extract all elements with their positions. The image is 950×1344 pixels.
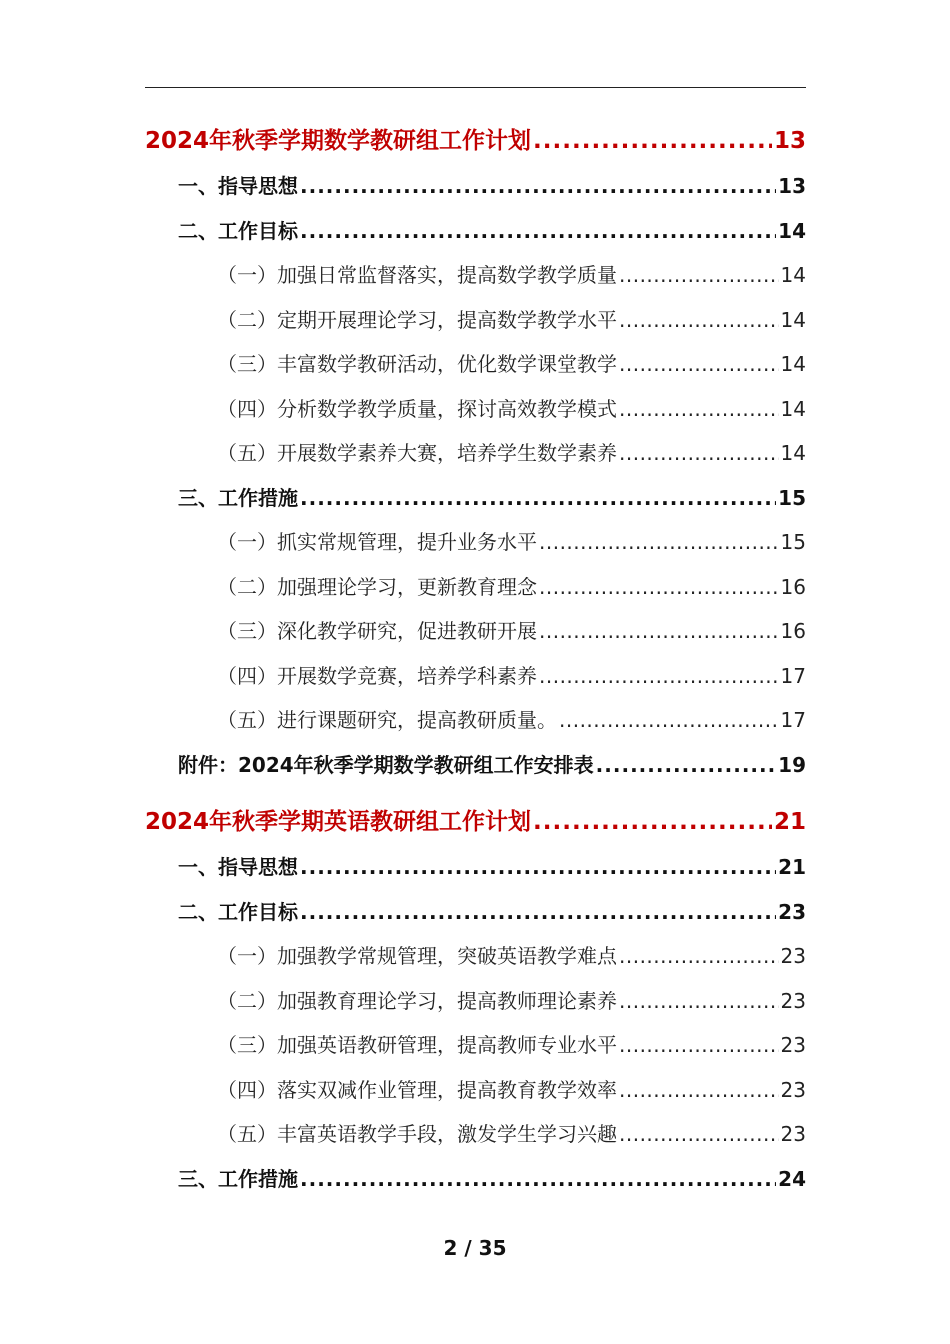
table-of-contents [145,118,806,1201]
toc-leader-dots [619,1112,779,1157]
toc-leader-dots [300,890,776,935]
toc-leader-dots [619,979,779,1024]
toc-leader-dots [300,845,776,890]
toc-entry-title: （四）落实双减作业管理，提高教育教学效率 [217,1077,617,1102]
toc-subsection-entry[interactable] [145,1023,806,1068]
toc-entry-page: 14 [778,218,806,243]
toc-subsection-entry[interactable] [145,520,806,565]
toc-entry-title: （二）加强理论学习，更新教育理念 [217,574,537,599]
toc-leader-dots [559,698,779,743]
toc-entry-title: 三、工作措施 [178,1166,298,1191]
toc-section-entry[interactable] [145,743,806,788]
toc-entry-page: 19 [778,752,806,777]
toc-entry-title: （四）分析数学教学质量，探讨高效教学模式 [217,396,617,421]
toc-leader-dots [300,1157,776,1202]
toc-subsection-entry[interactable] [145,342,806,387]
toc-entry-page: 23 [778,899,806,924]
toc-entry-page: 16 [780,574,806,599]
toc-entry-title: （一）加强日常监督落实，提高数学教学质量 [217,263,617,287]
header-rule [145,87,806,88]
toc-entry-title: 2024年秋季学期数学教研组工作计划 [145,128,532,154]
toc-entry-page: 15 [780,530,806,554]
toc-entry-title: （五）进行课题研究，提高教研质量。 [217,708,557,732]
toc-leader-dots [539,609,779,654]
toc-subsection-entry[interactable] [145,979,806,1024]
toc-entry-page: 14 [780,441,806,465]
toc-leader-dots [619,431,779,476]
toc-entry-page: 13 [773,128,806,154]
toc-entry-title: （一）加强教学常规管理，突破英语教学难点 [217,944,617,968]
toc-chapter-entry[interactable] [145,118,806,164]
toc-subsection-entry[interactable] [145,298,806,343]
toc-entry-title: 三、工作措施 [178,485,298,510]
toc-leader-dots [539,565,779,610]
toc-entry-title: （二）定期开展理论学习，提高数学教学水平 [217,307,617,332]
toc-entry-title: （三）深化教学研究，促进教研开展 [217,619,537,643]
toc-subsection-entry[interactable] [145,654,806,699]
toc-leader-dots [300,476,776,521]
toc-leader-dots [300,164,776,209]
toc-subsection-entry[interactable] [145,1112,806,1157]
toc-entry-title: （五）丰富英语教学手段，激发学生学习兴趣 [217,1122,617,1146]
toc-leader-dots [619,342,779,387]
toc-leader-dots [539,654,779,699]
toc-leader-dots [619,253,779,298]
toc-leader-dots [619,1023,779,1068]
toc-leader-dots [619,387,779,432]
toc-entry-page: 14 [780,307,806,332]
toc-entry-page: 21 [778,855,806,879]
toc-subsection-entry[interactable] [145,253,806,298]
toc-section-entry[interactable] [145,209,806,254]
toc-entry-title: 一、指导思想 [178,174,298,198]
toc-leader-dots [619,298,779,343]
toc-leader-dots [539,520,779,565]
toc-entry-page: 23 [780,988,806,1013]
toc-section-entry[interactable] [145,890,806,935]
toc-entry-title: 2024年秋季学期英语教研组工作计划 [145,809,532,835]
toc-section-entry[interactable] [145,164,806,209]
toc-leader-dots [619,1068,779,1113]
toc-entry-title: 附件：2024年秋季学期数学教研组工作安排表 [178,752,594,777]
toc-chapter-entry[interactable] [145,799,806,845]
toc-entry-title: （四）开展数学竞赛，培养学科素养 [217,663,537,688]
toc-entry-page: 23 [780,1077,806,1102]
toc-leader-dots [533,799,772,845]
toc-subsection-entry[interactable] [145,934,806,979]
toc-subsection-entry[interactable] [145,565,806,610]
toc-entry-title: （一）抓实常规管理，提升业务水平 [217,530,537,554]
toc-entry-page: 24 [778,1166,806,1191]
toc-entry-page: 23 [780,944,806,968]
toc-section-entry[interactable] [145,845,806,890]
toc-entry-title: （三）丰富数学教研活动，优化数学课堂教学 [217,352,617,376]
toc-section-entry[interactable] [145,1157,806,1202]
toc-entry-page: 16 [780,619,806,643]
toc-entry-page: 17 [780,708,806,732]
toc-entry-page: 23 [780,1033,806,1057]
toc-entry-title: 一、指导思想 [178,855,298,879]
toc-entry-title: 二、工作目标 [178,218,298,243]
toc-subsection-entry[interactable] [145,698,806,743]
toc-entry-page: 13 [778,174,806,198]
toc-leader-dots [596,743,776,788]
toc-entry-page: 15 [778,485,806,510]
toc-entry-title: 二、工作目标 [178,899,298,924]
toc-leader-dots [300,209,776,254]
toc-entry-page: 14 [780,352,806,376]
toc-entry-title: （五）开展数学素养大赛，培养学生数学素养 [217,441,617,465]
page-number: 2 / 35 [443,1236,507,1260]
toc-entry-title: （二）加强教育理论学习，提高教师理论素养 [217,988,617,1013]
toc-subsection-entry[interactable] [145,609,806,654]
toc-entry-page: 23 [780,1122,806,1146]
toc-subsection-entry[interactable] [145,387,806,432]
toc-section-entry[interactable] [145,476,806,521]
toc-subsection-entry[interactable] [145,431,806,476]
toc-entry-page: 14 [780,396,806,421]
toc-entry-page: 17 [780,663,806,688]
toc-leader-dots [533,118,772,164]
toc-entry-page: 14 [780,263,806,287]
toc-entry-page: 21 [773,809,806,835]
toc-subsection-entry[interactable] [145,1068,806,1113]
toc-entry-title: （三）加强英语教研管理，提高教师专业水平 [217,1033,617,1057]
toc-leader-dots [619,934,779,979]
